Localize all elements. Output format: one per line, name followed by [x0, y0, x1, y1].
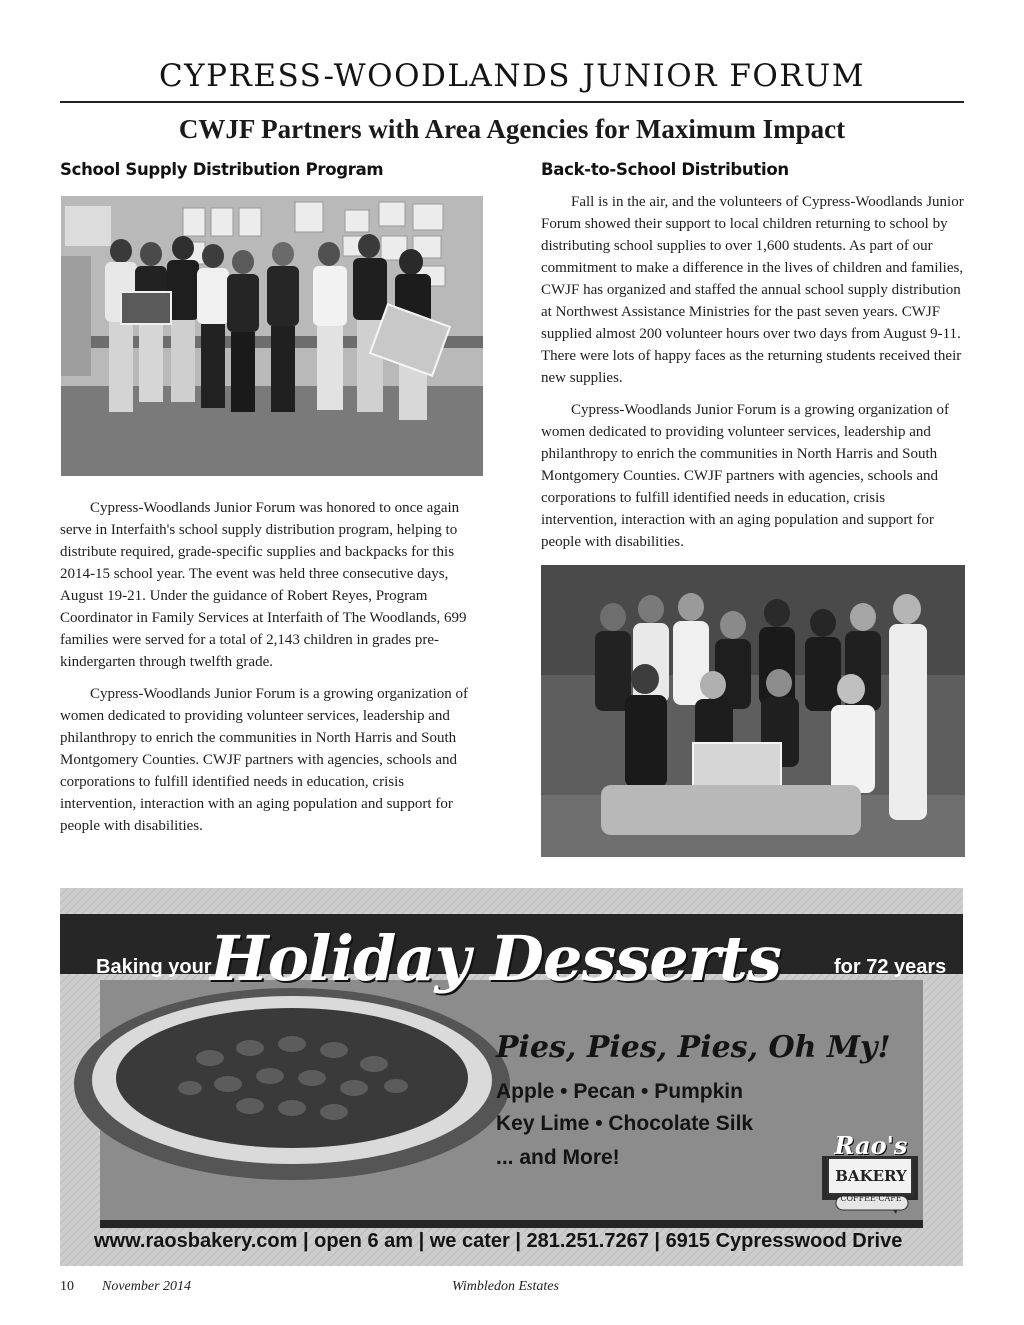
left-article-body [60, 497, 484, 847]
back-to-school-volunteers-photo [541, 565, 965, 857]
right-paragraph-1: Fall is in the air, and the volunteers of Cypress-Woodlands Junior Forum showed their support to local children returning to school by distributing school supplies to over 1,600 students. As part of our commitment to make a difference in the lives of children and families, CWJF has organized and staffed the annual school supply distribution at Northwest Assistance Ministries for the past seven years. CWJF supplied almost 200 volunteer hours over two days from August 9-11. There were lots of happy faces as the returning students received their new supplies. [541, 194, 964, 386]
ad-title: Holiday Desserts [210, 922, 781, 995]
school-supply-volunteers-photo [61, 196, 483, 476]
masthead: CYPRESS-WOODLANDS JUNIOR FORUM [158, 58, 866, 94]
ad-flavors-line-3: ... and More! [496, 1146, 620, 1169]
ad-contact-line: www.raosbakery.com | open 6 am | we cater | 281.251.7267 | 6915 Cypresswood Drive [94, 1230, 903, 1252]
ad-flavors-line-2: Key Lime • Chocolate Silk [496, 1112, 754, 1135]
raos-logo-script: Rao's [834, 1131, 908, 1160]
ad-lead-text: Baking your [96, 956, 212, 978]
raos-logo [826, 1131, 916, 1206]
page-number: 10 [60, 1279, 74, 1294]
ad-tagline: Pies, Pies, Pies, Oh My! [496, 1030, 891, 1065]
ad-flavors-line-1: Apple • Pecan • Pumpkin [496, 1080, 743, 1103]
left-section-heading: School Supply Distribution Program [60, 160, 384, 179]
publication-name: Wimbledon Estates [452, 1279, 559, 1294]
issue-date: November 2014 [102, 1279, 192, 1294]
right-article-body [541, 191, 965, 563]
raos-logo-word: BAKERY [835, 1167, 907, 1185]
left-paragraph-1: Cypress-Woodlands Junior Forum was honored to once again serve in Interfaith's school supply distribution program, helping to distribute required, grade-specific supplies and backpacks for this 2014-15 school year. The event was held three consecutive days, August 19-21. Under the guidance of Robert Reyes, Program Coordinator in Family Services at Interfaith of The Woodlands, 699 families were served for a total of 2,143 children in grades pre-kindergarten through twelfth grade. [60, 500, 467, 670]
page-headline: CWJF Partners with Area Agencies for Maximum Impact [178, 114, 846, 144]
raos-bakery-advertisement [60, 888, 963, 1266]
ad-tail-text: for 72 years [834, 956, 947, 978]
right-section-heading: Back-to-School Distribution [541, 160, 789, 179]
masthead-rule [60, 101, 964, 103]
right-paragraph-2: Cypress-Woodlands Junior Forum is a growing organization of women dedicated to providing volunteer services, leadership and philanthropy to enrich the communities in North Harris and South Montgomery Counties. CWJF partners with agencies, schools and corporations to fulfill identified needs in education, crisis intervention, interaction with an aging population and support for people with disabilities. [541, 402, 950, 550]
raos-logo-sub: COFFEE·CAFE [840, 1194, 902, 1203]
left-paragraph-2: Cypress-Woodlands Junior Forum is a growing organization of women dedicated to providing volunteer services, leadership and philanthropy to enrich the communities in North Harris and South Montgomery Counties. CWJF partners with agencies, schools and corporations to fulfill identified needs in education, crisis intervention, interaction with an aging population and support for people with disabilities. [60, 686, 469, 834]
